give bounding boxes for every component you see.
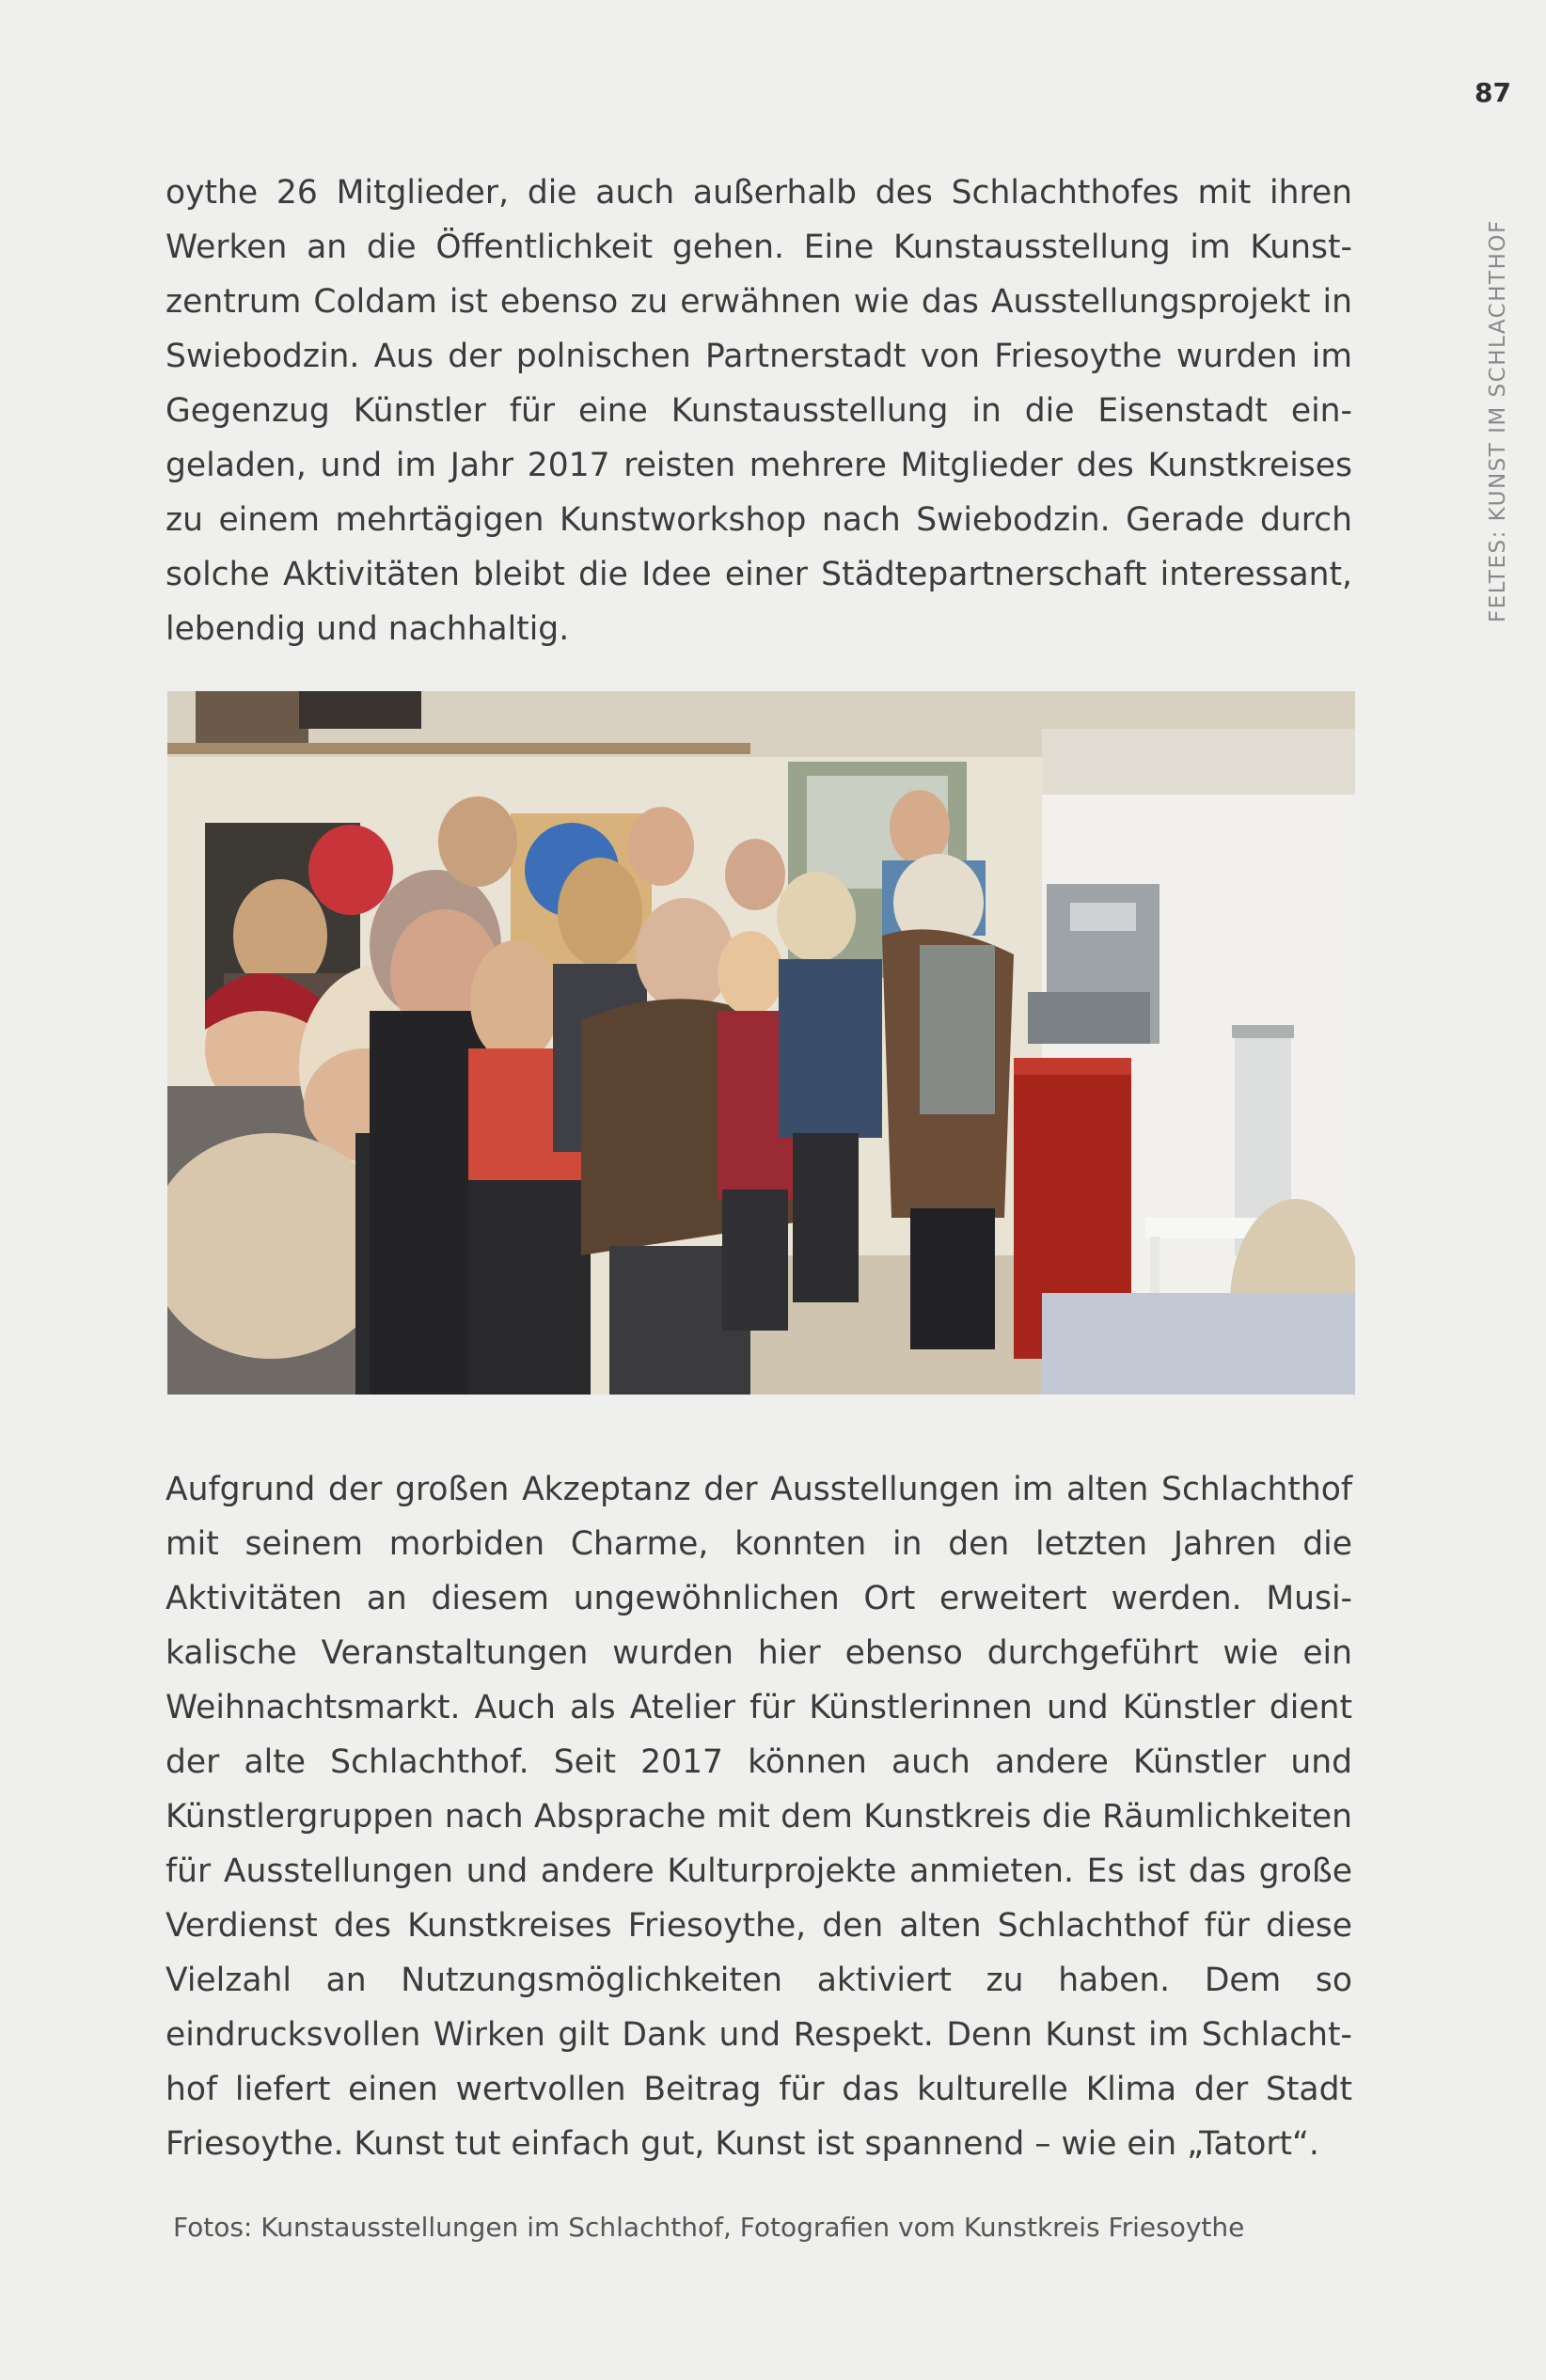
body-paragraph-1: oythe 26 Mitglieder, die auch außerhalb des Schlachthofes mit ihren Werken an die Öffentlichkeit gehen. Eine Kunstausstellung im Kunstzentrum Coldam ist ebenso zu erwähnen wie das Ausstellungsprojekt in Swiebodzin. Aus der polnischen Partnerstadt von Friesoythe wurden im Gegenzug Künstler für eine Kunstausstellung in die Eisenstadt eingeladen, und im Jahr 2017 reisten mehrere Mitglieder des Kunstkreises zu einem mehrtägigen Kunstworkshop nach Swiebodzin. Gerade durch solche Aktivitäten bleibt die Idee einer Städtepartnerschaft interessant, lebendig und nachhaltig. xyxy=(166,174,1352,648)
page-number: 87 xyxy=(1475,77,1511,108)
photo-caption: Fotos: Kunstausstellungen im Schlachthof, Fotografien vom Kunstkreis Friesoythe xyxy=(173,2212,1245,2243)
exhibition-photo xyxy=(167,691,1355,1395)
running-head: FELTES: KUNST IM SCHLACHTHOF xyxy=(1486,219,1510,623)
body-paragraph-2: Aufgrund der großen Akzeptanz der Ausstellungen im alten Schlachthof mit seinem morbiden Charme, konnten in den letzten Jahren die Aktivitäten an diesem ungewöhnlichen Ort erweitert werden. Musikalische Veranstaltungen wurden hier ebenso durchgeführt wie ein Weihnachtsmarkt. Auch als Atelier für Künstlerinnen und Künstler dient der alte Schlachthof. Seit 2017 können auch andere Künstler und Künstlergruppen nach Absprache mit dem Kunstkreis die Räumlichkeiten für Ausstellungen und andere Kulturprojekte anmieten. Es ist das große Verdienst des Kunstkreises Friesoythe, den alten Schlachthof für diese Vielzahl an Nutzungsmöglichkeiten aktiviert zu haben. Dem so eindrucksvollen Wirken gilt Dank und Respekt. Denn Kunst im Schlachthof liefert einen wertvollen Beitrag für das kulturelle Klima der Stadt Friesoythe. Kunst tut einfach gut, Kunst ist spannend – wie ein „Tatort“. xyxy=(166,1471,1352,2163)
